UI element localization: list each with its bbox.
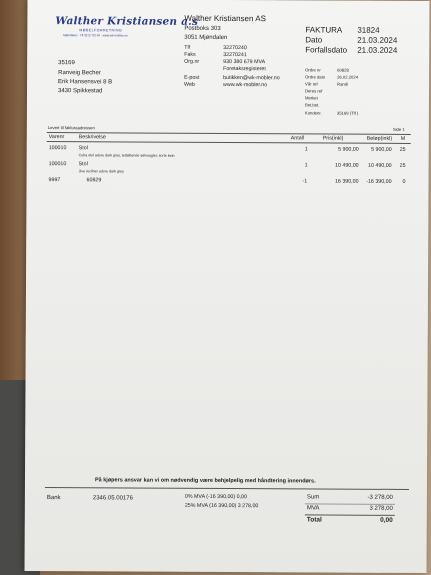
contact-value: Foretaksregisteret	[223, 65, 266, 73]
contact-label: Tlf	[184, 44, 191, 51]
contact-label: Org.nr	[184, 58, 200, 65]
contact-value: 32270240	[223, 44, 247, 52]
date-label: Dato	[305, 35, 323, 45]
mva-value: 3 278,00	[369, 505, 393, 512]
row-subtext: Cuba stol adore dark grey, tettsittende sølvnagler, sorte bein	[78, 153, 175, 158]
contact-value: 32270241	[223, 51, 247, 59]
meta-label: Kundenr.	[304, 110, 322, 116]
header-beskrivelse: Beskrivelse	[78, 134, 106, 141]
header-m: M	[400, 135, 406, 142]
row-belop: 5 900,00	[371, 146, 392, 153]
row-varenr: 9997	[48, 177, 61, 184]
contact-label: Web	[184, 81, 195, 88]
row-antall: 1	[304, 146, 308, 153]
vat-line: 0% MVA (-16 390,00) 0,00	[184, 493, 247, 501]
company-address1: Postboks 303	[184, 25, 221, 32]
due-date-label: Forfallsdato	[305, 45, 348, 55]
bank-account: 2346.05.00176	[92, 495, 133, 502]
meta-label: Deres ref	[305, 88, 323, 94]
meta-value: 35169 (Tlf )	[336, 110, 359, 116]
sum-value: -3 278,00	[367, 494, 393, 501]
bank-label: Bank	[46, 495, 61, 502]
row-belop: -16 390,00	[366, 178, 392, 185]
due-date-value: 21.03.2024	[357, 45, 398, 55]
vat-line: 25% MVA (16 390,00) 3 278,00	[184, 502, 259, 510]
footer-rule	[45, 487, 409, 490]
meta-value: 60828	[337, 67, 349, 73]
company-logo-contact: Mjøndalen · Tlf 32 27 02 40 · www.wk-mobler.no	[63, 33, 128, 38]
contact-value: 930 380 679 MVA	[223, 58, 266, 66]
invoice-page	[25, 0, 430, 573]
customer-city: 3430 Spikkestad	[58, 88, 103, 95]
billing-note: Levert til fakturaadressen	[47, 125, 95, 131]
invoice-number: 31824	[357, 25, 380, 35]
header-belop: Beløp(inkl)	[366, 135, 393, 142]
row-beskrivelse: Stol	[78, 161, 88, 168]
sum-label: Sum	[306, 494, 320, 501]
customer-number: 35169	[58, 60, 75, 67]
company-logo: Walther Kristiansen a.s	[55, 15, 199, 28]
row-antall: -1	[302, 178, 308, 185]
invoice-label: FAKTURA	[305, 25, 343, 35]
row-m: 25	[399, 162, 406, 169]
company-logo-subtitle: MØBELFORRETNING	[79, 28, 123, 33]
header-antall: Antall	[290, 135, 305, 142]
footer-note: På kjøpers ansvar kan vi om nødvendig være behjelpelig med håndtering innendørs.	[94, 477, 316, 485]
customer-street: Erik Hansensvei 8 B	[58, 79, 113, 86]
row-belop: 10 490,00	[368, 162, 392, 169]
company-name: Walther Kristiansen AS	[184, 13, 266, 24]
row-beskrivelse: 60829	[86, 177, 102, 184]
header-varenr: Varenr	[48, 134, 65, 141]
mva-label: MVA	[306, 505, 320, 512]
row-varenr: 100010	[48, 145, 67, 152]
row-pris: 5 900,00	[338, 146, 359, 153]
contact-label: Faks	[184, 51, 196, 58]
table-header-rule	[47, 141, 411, 144]
row-m: 25	[399, 146, 406, 153]
row-m: 0	[402, 178, 406, 185]
row-pris: 16 390,00	[334, 178, 359, 185]
row-pris: 10 490,00	[335, 162, 359, 169]
contact-label: E-post	[184, 74, 200, 81]
meta-label: Ordre nr	[305, 67, 321, 73]
company-address2: 3051 Mjøndalen	[184, 34, 228, 41]
meta-label: Bet.bet.	[304, 102, 320, 108]
total-label: Total	[306, 516, 322, 524]
customer-name: Ranveig Becher	[58, 70, 101, 77]
meta-value: 26.02.2024	[337, 74, 359, 80]
row-varenr: 100010	[48, 161, 67, 168]
contact-value: www.wk-mobler.no	[223, 81, 268, 89]
meta-label: Vår ref	[305, 81, 318, 87]
row-subtext: Jive recliner adore dark grey	[78, 169, 124, 174]
total-value: 0,00	[380, 516, 393, 524]
contact-value: butikken@wk-mobler.no	[223, 74, 280, 82]
row-beskrivelse: Stol	[78, 145, 88, 152]
meta-label: Merket	[304, 95, 318, 101]
row-antall: 1	[304, 162, 308, 169]
meta-label: Ordre dato	[305, 74, 326, 80]
meta-value: Randi	[337, 81, 349, 87]
date-value: 21.03.2024	[357, 35, 398, 45]
page-label: Side 1	[392, 126, 405, 132]
header-pris: Pris(inkl)	[322, 135, 344, 142]
